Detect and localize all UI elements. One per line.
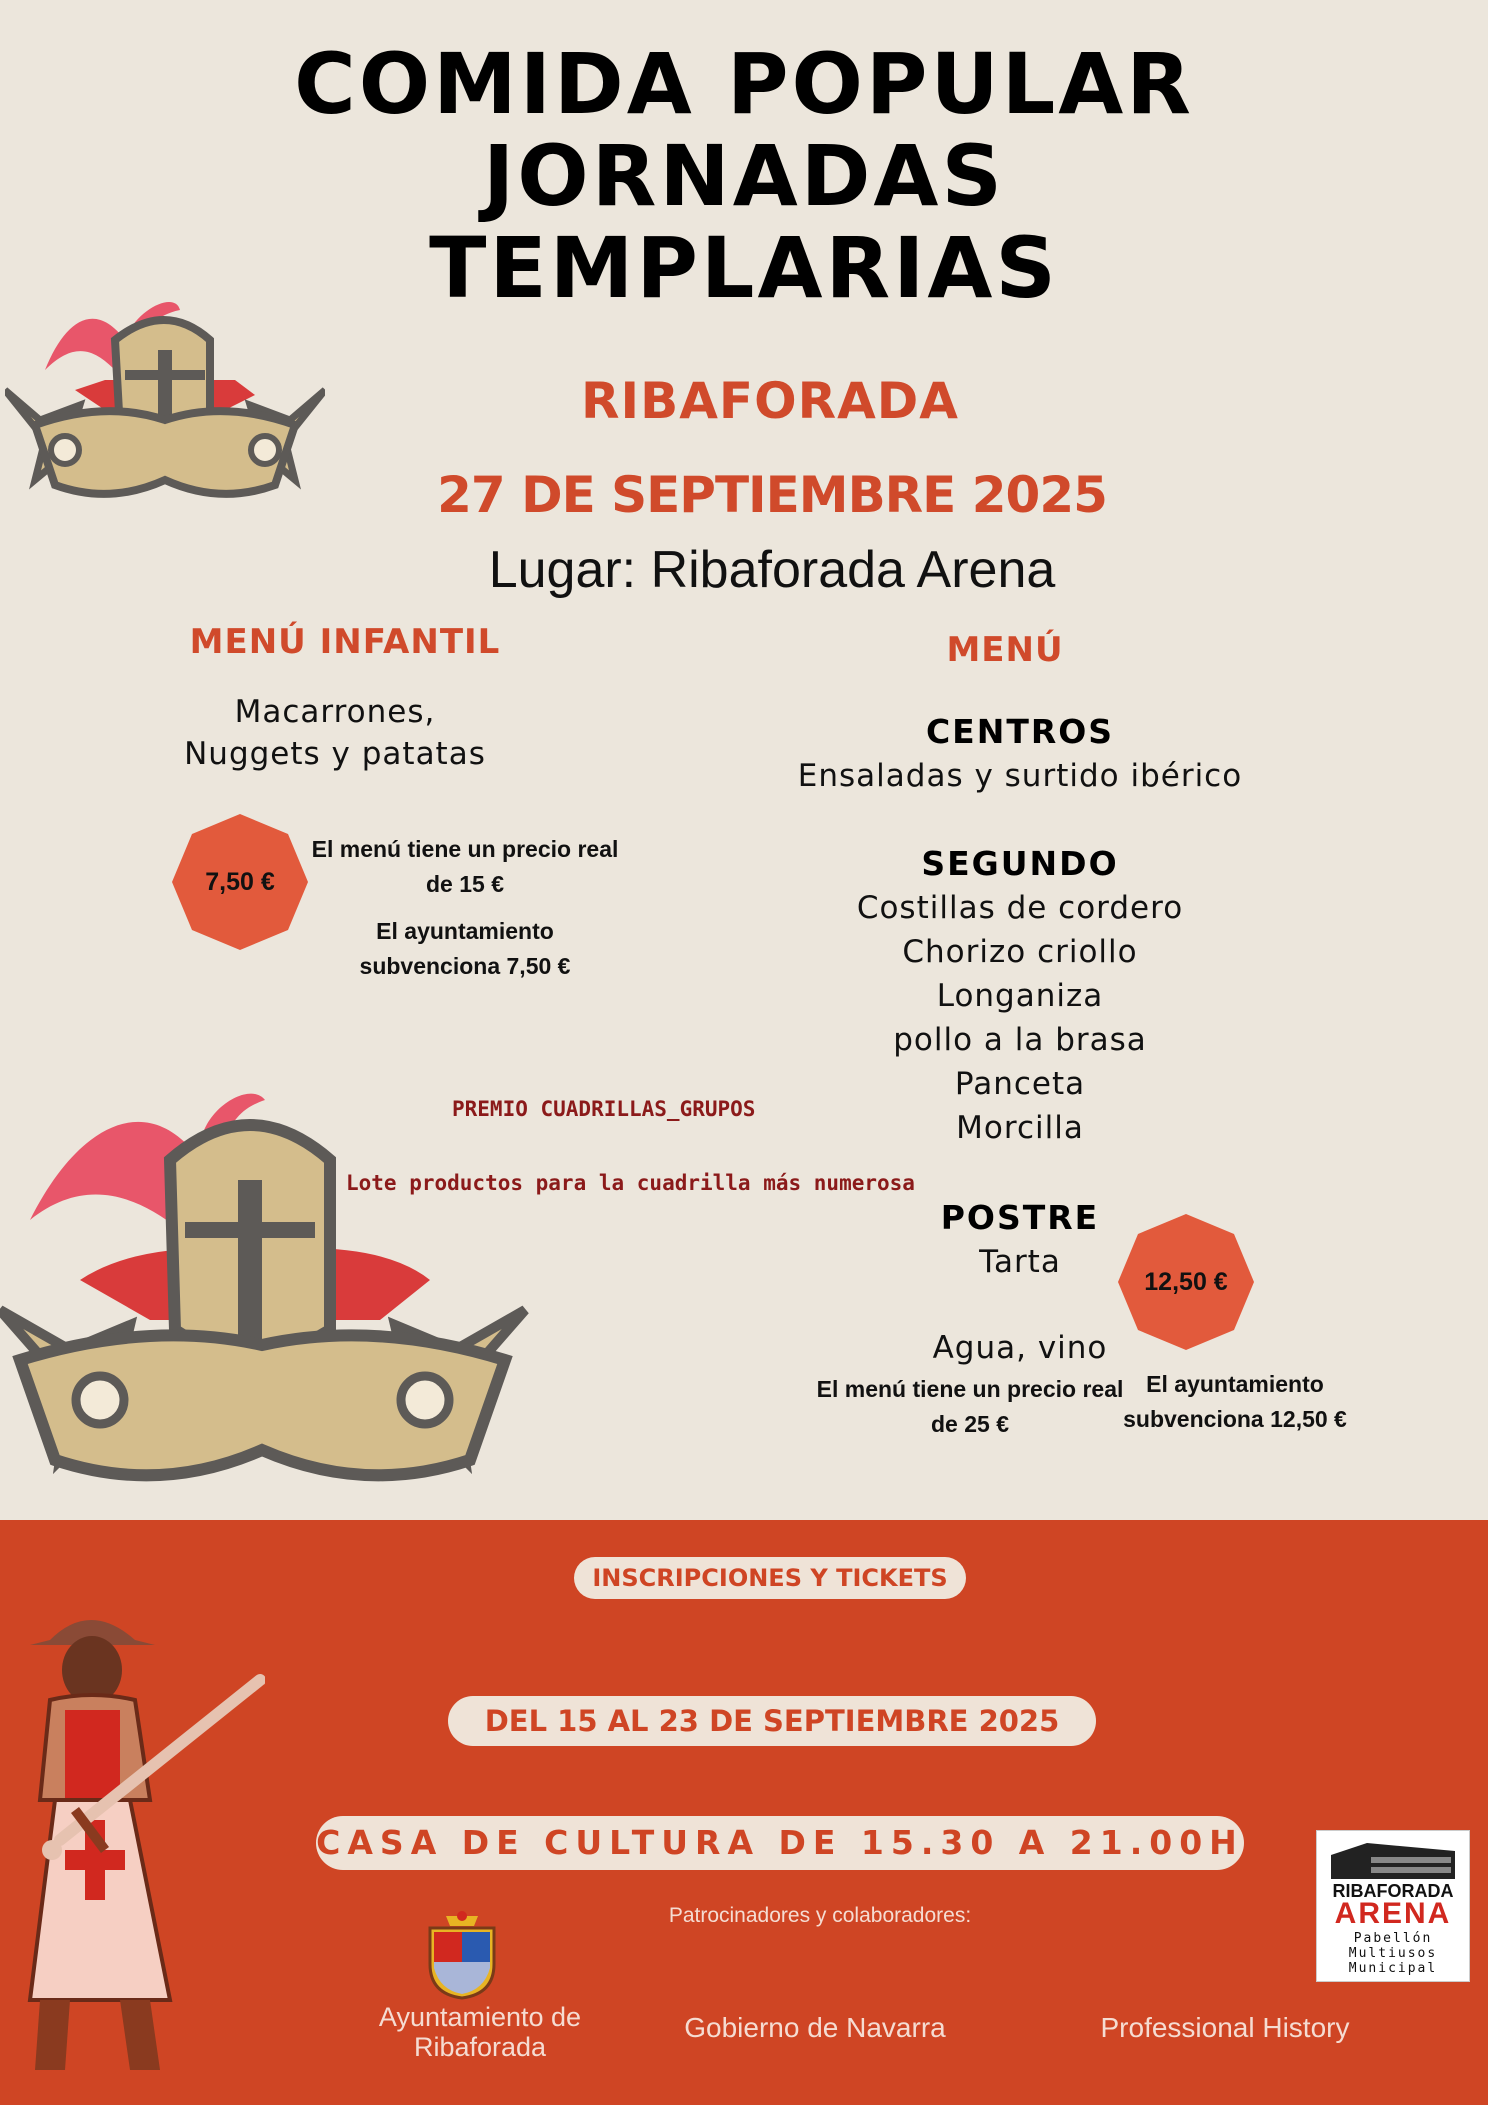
segundo-item: Morcilla — [956, 1110, 1084, 1146]
kids-price: 7,50 € — [205, 867, 275, 896]
menu-price-badge — [1118, 1214, 1254, 1350]
sponsor-ayuntamiento-b: Ribaforada — [413, 2032, 547, 2062]
menu-note-2-a: El ayuntamiento — [1146, 1371, 1324, 1397]
templar-soldier-icon — [10, 1600, 265, 2080]
kids-menu-heading: MENÚ INFANTIL — [189, 622, 501, 662]
arena-logo-subtitle — [1317, 1931, 1469, 1976]
prize-title: PREMIO CUADRILLAS_GRUPOS — [452, 1097, 756, 1121]
title-line-3: TEMPLARIAS — [429, 219, 1059, 317]
kids-price-note-1 — [300, 832, 630, 902]
kids-note-1-a: El menú tiene un precio real — [311, 836, 619, 862]
arena-logo-line-2: ARENA — [1334, 1897, 1452, 1930]
event-date: 27 DE SEPTIEMBRE 2025 — [437, 466, 1107, 524]
segundo-item: Costillas de cordero — [856, 890, 1184, 926]
menu-note-2-b: subvenciona 12,50 € — [1123, 1406, 1347, 1432]
sponsor-professional-history: Professional History — [1100, 2012, 1350, 2043]
sponsors-label: Patrocinadores y colaboradores: — [668, 1904, 972, 1927]
segundo-item: pollo a la brasa — [893, 1022, 1147, 1058]
sponsor-gobierno: Gobierno de Navarra — [684, 2012, 946, 2043]
title-line-2: JORNADAS — [483, 127, 1005, 225]
drinks-item: Agua, vino — [932, 1330, 1108, 1366]
menu-heading: MENÚ — [946, 630, 1064, 670]
kids-price-note-2 — [300, 914, 630, 984]
prize-text: Lote productos para la cuadrilla más numerosa — [346, 1171, 915, 1195]
segundo-item: Panceta — [954, 1066, 1086, 1102]
arena-logo-line-1: RIBAFORADA — [1332, 1881, 1454, 1901]
arena-logo-line-3: Pabellón — [1353, 1931, 1433, 1946]
tickets-heading: INSCRIPCIONES Y TICKETS — [574, 1557, 966, 1599]
arena-logo-line-4: Multiusos — [1348, 1946, 1438, 1961]
menu-price-note-1 — [800, 1372, 1140, 1442]
kids-price-badge — [172, 814, 308, 950]
segundo-item: Chorizo criollo — [902, 934, 1138, 970]
centros-heading: CENTROS — [925, 712, 1115, 751]
sponsor-ayuntamiento-a: Ayuntamiento de — [378, 2002, 582, 2032]
arena-building-icon — [1327, 1837, 1459, 1879]
menu-price-note-2 — [1110, 1367, 1360, 1437]
sponsor-ayuntamiento — [340, 2002, 620, 2062]
arena-logo-icon — [1316, 1830, 1470, 1982]
town-name: RIBAFORADA — [581, 372, 959, 430]
town-coat-of-arms-icon — [424, 1908, 500, 2000]
postre-item: Tarta — [979, 1244, 1061, 1280]
kids-note-2-b: subvenciona 7,50 € — [359, 953, 571, 979]
title-line-1: COMIDA POPULAR — [294, 35, 1194, 133]
tickets-location: CASA DE CULTURA DE 15.30 A 21.00H — [316, 1816, 1244, 1870]
kids-menu-line-1: Macarrones, — [234, 694, 436, 730]
postre-heading: POSTRE — [940, 1198, 1100, 1237]
segundo-heading: SEGUNDO — [921, 844, 1119, 883]
menu-note-1-a: El menú tiene un precio real — [816, 1376, 1124, 1402]
segundo-item: Longaniza — [936, 978, 1104, 1014]
kids-note-2-a: El ayuntamiento — [376, 918, 554, 944]
centros-item: Ensaladas y surtido ibérico — [797, 758, 1243, 794]
menu-note-1-b: de 25 € — [931, 1411, 1009, 1437]
kids-menu-line-2: Nuggets y patatas — [184, 736, 486, 772]
tickets-dates: DEL 15 AL 23 DE SEPTIEMBRE 2025 — [448, 1696, 1096, 1746]
kids-note-1-b: de 15 € — [426, 871, 504, 897]
event-place: Lugar: Ribaforada Arena — [488, 541, 1056, 599]
poster-title — [0, 35, 1488, 317]
arena-logo-line-5: Municipal — [1348, 1961, 1438, 1976]
menu-price: 12,50 € — [1144, 1267, 1228, 1296]
knight-warrior-icon — [0, 1080, 530, 1500]
